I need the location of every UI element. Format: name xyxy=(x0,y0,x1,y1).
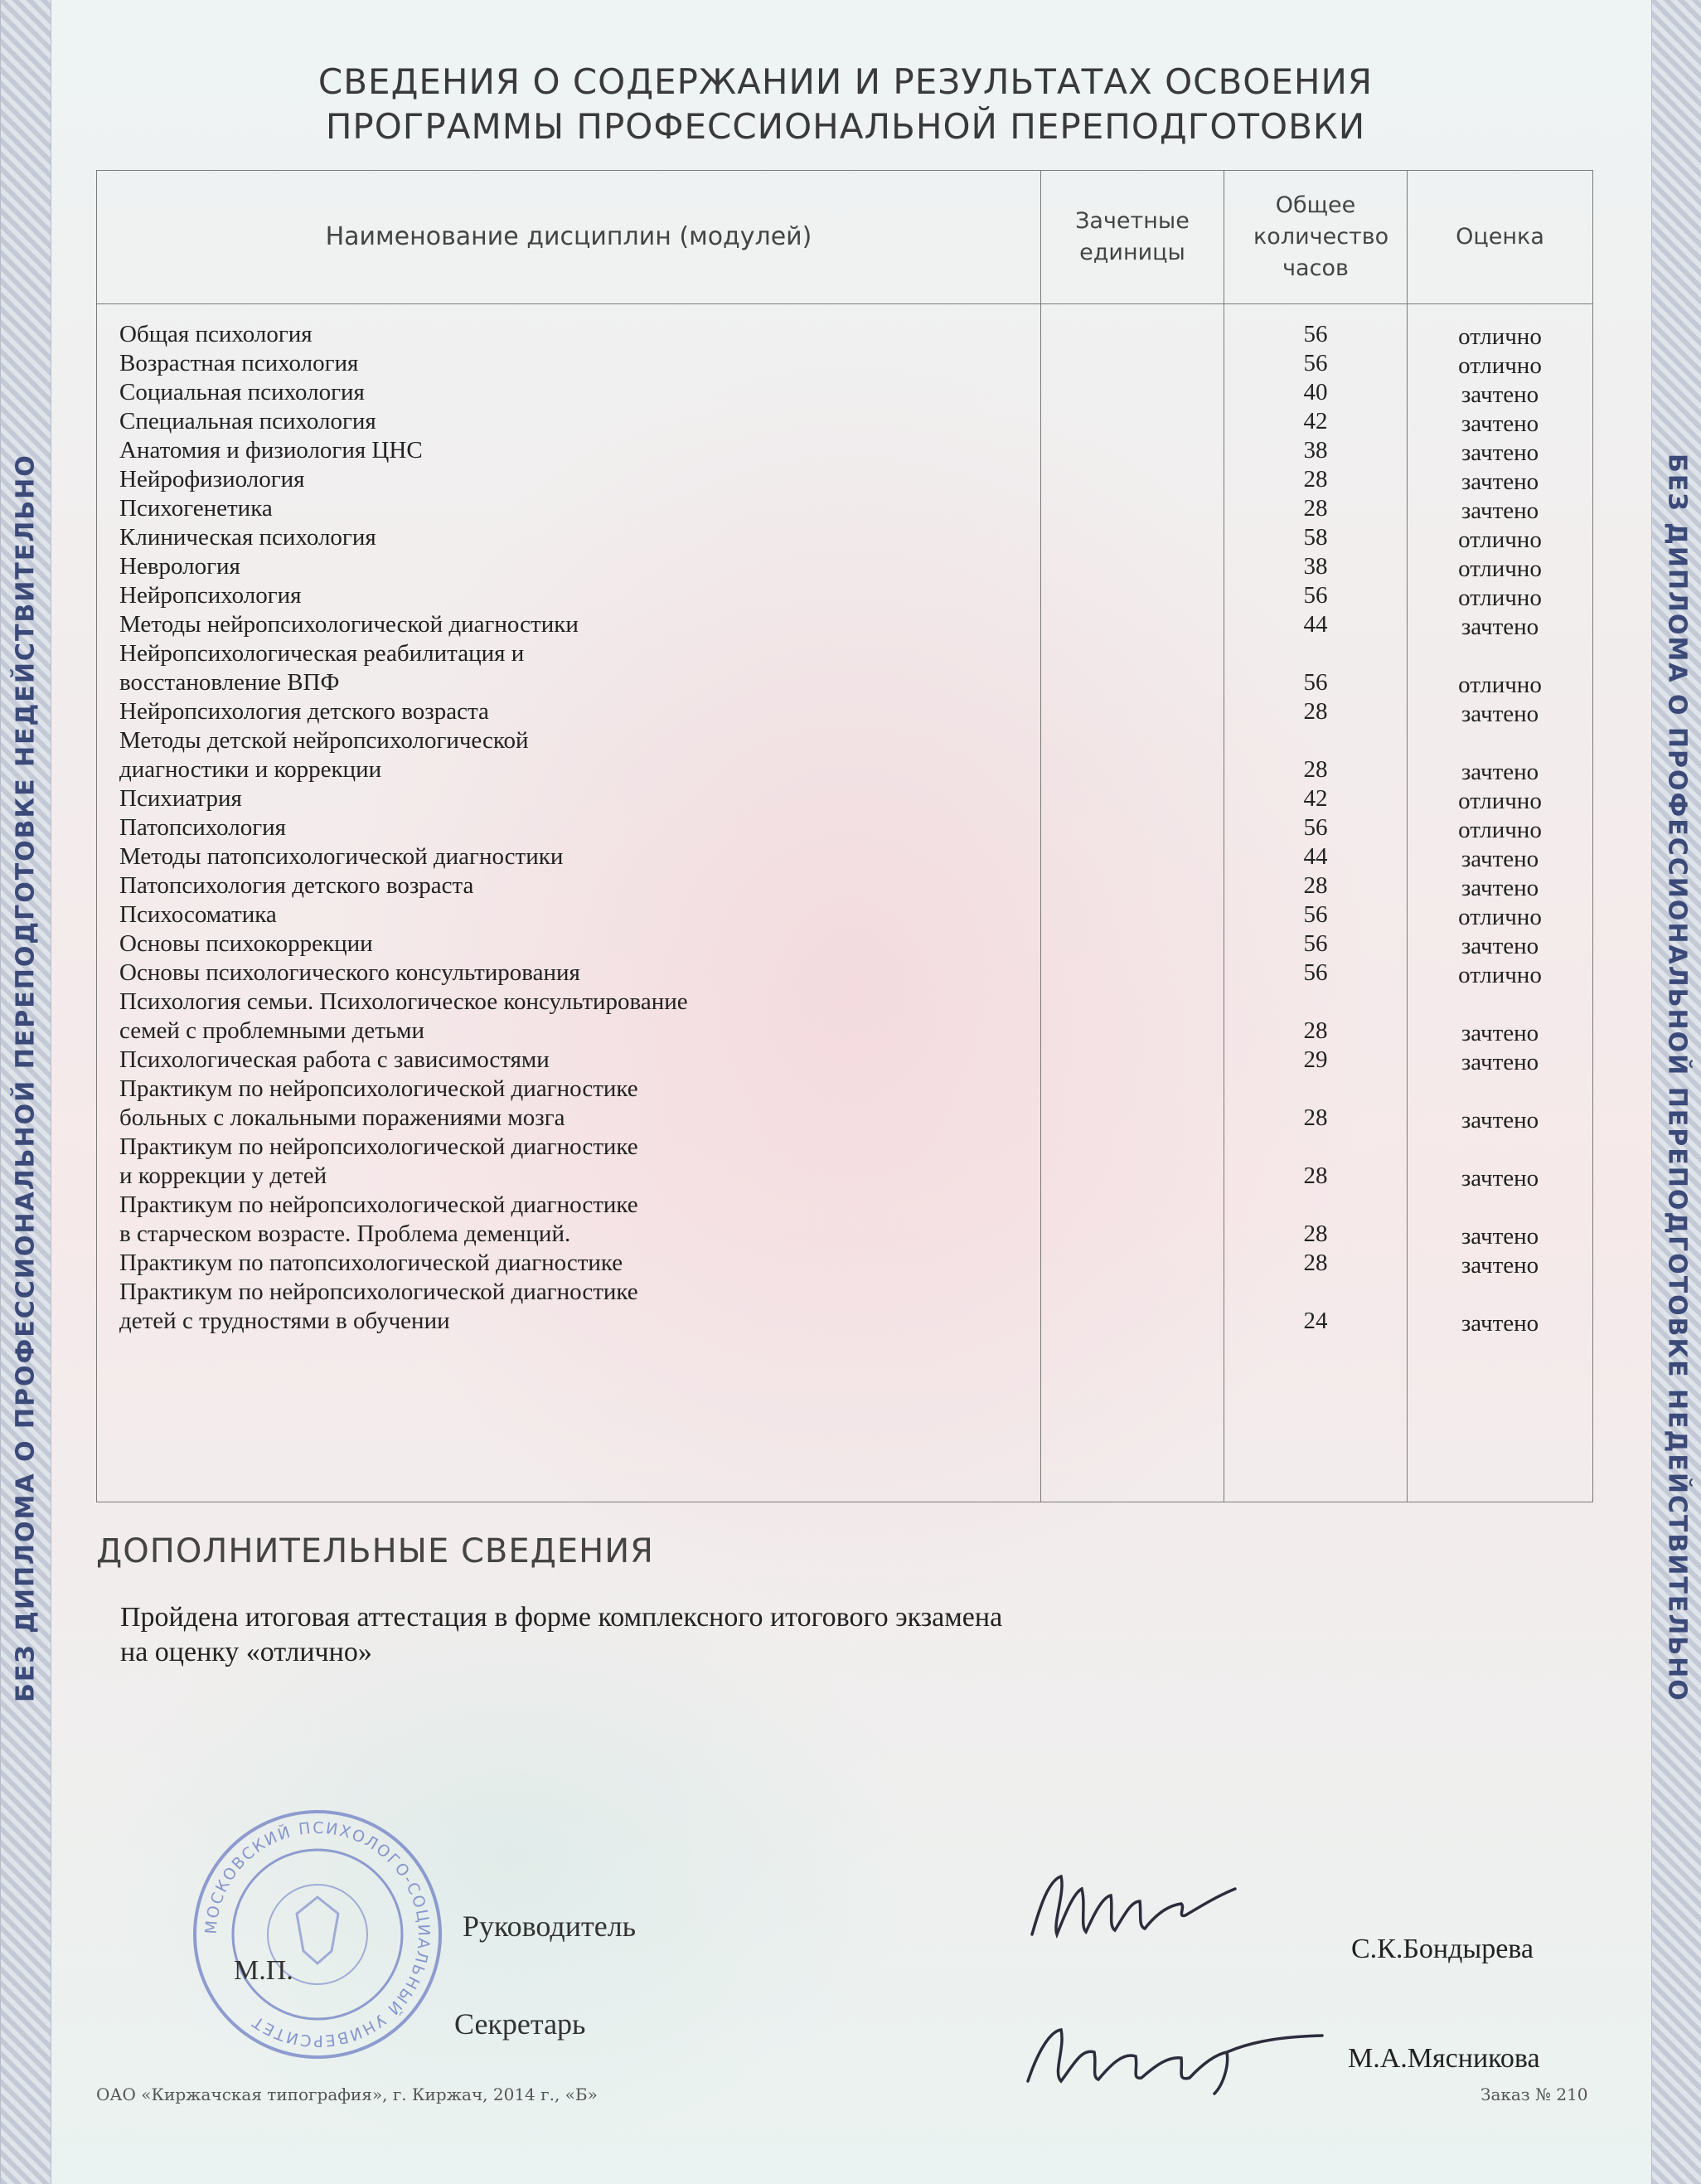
order-number: Заказ № 210 xyxy=(1480,2085,1588,2104)
hours-cell: 44 xyxy=(1303,611,1328,638)
discipline-name xyxy=(119,639,948,697)
discipline-name-line: Основы психокоррекции xyxy=(119,930,373,957)
table-row xyxy=(97,1249,1592,1278)
grade-cell: зачтено xyxy=(1461,1310,1539,1337)
hours-cell: 28 xyxy=(1303,495,1328,522)
stamp-label: М.П. xyxy=(234,1955,293,1986)
discipline-name xyxy=(119,1075,948,1133)
table-row xyxy=(97,929,1592,959)
grade-cell: зачтено xyxy=(1461,875,1539,901)
discipline-name xyxy=(119,1249,948,1278)
discipline-name-line: Нейрофизиология xyxy=(119,466,305,493)
hours-cell: 56 xyxy=(1303,814,1328,841)
discipline-name xyxy=(119,900,948,929)
grade-cell: зачтено xyxy=(1461,614,1539,640)
discipline-name-line: Специальная психология xyxy=(119,408,376,434)
hours-cell: 56 xyxy=(1303,321,1328,347)
discipline-name xyxy=(119,610,948,639)
grade-cell: отлично xyxy=(1458,962,1542,988)
discipline-name-line: восстановление ВПФ xyxy=(119,669,340,696)
additional-info-text xyxy=(120,1600,1364,1670)
grade-cell: отлично xyxy=(1458,527,1542,553)
table-row xyxy=(97,871,1592,900)
table-row xyxy=(97,320,1592,349)
discipline-name-line: Психологическая работа с зависимостями xyxy=(119,1046,550,1073)
security-band-left xyxy=(0,0,51,2184)
table-row xyxy=(97,1191,1592,1249)
organization-stamp xyxy=(189,1806,446,2063)
discipline-name xyxy=(119,871,948,900)
additional-info-line: на оценку «отлично» xyxy=(120,1637,372,1667)
table-row xyxy=(97,465,1592,494)
discipline-name-line: Общая психология xyxy=(119,321,313,347)
table-row xyxy=(97,494,1592,523)
table-row xyxy=(97,552,1592,581)
grade-cell: отлично xyxy=(1458,323,1542,350)
table-row xyxy=(97,1133,1592,1191)
discipline-name-line: Патопсихология детского возраста xyxy=(119,872,474,899)
grade-cell: зачтено xyxy=(1461,1049,1539,1075)
hours-cell: 28 xyxy=(1303,466,1328,493)
discipline-name xyxy=(119,842,948,871)
grade-cell: отлично xyxy=(1458,672,1542,698)
discipline-name-line: Патопсихология xyxy=(119,814,287,841)
security-band-right xyxy=(1651,0,1701,2184)
table-row xyxy=(97,813,1592,842)
disciplines-table xyxy=(96,170,1593,1502)
table-row xyxy=(97,523,1592,552)
discipline-name xyxy=(119,465,948,494)
hours-cell: 56 xyxy=(1303,582,1328,609)
table-row xyxy=(97,1075,1592,1133)
printer-info: ОАО «Киржачская типография», г. Киржач, 2014 г., «Б» xyxy=(96,2085,598,2104)
discipline-name xyxy=(119,988,948,1046)
grade-cell: зачтено xyxy=(1461,933,1539,959)
discipline-name-line: Практикум по нейропсихологической диагностике xyxy=(119,1075,638,1102)
additional-info-title: ДОПОЛНИТЕЛЬНЫЕ СВЕДЕНИЯ xyxy=(96,1532,654,1570)
hours-cell: 56 xyxy=(1303,669,1328,696)
discipline-name xyxy=(119,1133,948,1191)
discipline-name-line: Нейропсихологическая реабилитация и xyxy=(119,640,525,667)
grade-cell: зачтено xyxy=(1461,381,1539,408)
hours-cell: 56 xyxy=(1303,959,1328,986)
table-row xyxy=(97,842,1592,871)
grade-cell: зачтено xyxy=(1461,846,1539,872)
discipline-name xyxy=(119,552,948,581)
grade-cell: отлично xyxy=(1458,585,1542,611)
discipline-name-line: Психология семьи. Психологическое консультирование xyxy=(119,988,688,1015)
director-name: С.К.Бондырева xyxy=(1351,1934,1534,1964)
hours-cell: 28 xyxy=(1303,872,1328,899)
table-row xyxy=(97,784,1592,813)
table-body xyxy=(97,320,1592,1336)
discipline-name-line: Социальная психология xyxy=(119,379,365,405)
title-line: ПРОГРАММЫ ПРОФЕССИОНАЛЬНОЙ ПЕРЕПОДГОТОВКИ xyxy=(325,106,1366,147)
hours-cell: 28 xyxy=(1303,1104,1328,1131)
discipline-name xyxy=(119,1191,948,1249)
table-row xyxy=(97,378,1592,407)
discipline-name xyxy=(119,349,948,378)
discipline-name-line: Психосоматика xyxy=(119,901,277,928)
title-line: СВЕДЕНИЯ О СОДЕРЖАНИИ И РЕЗУЛЬТАТАХ ОСВОЕНИЯ xyxy=(317,61,1374,102)
discipline-name-line: больных с локальными поражениями мозга xyxy=(119,1104,565,1131)
table-row xyxy=(97,697,1592,726)
discipline-name xyxy=(119,581,948,610)
hours-cell: 28 xyxy=(1303,1221,1328,1247)
hours-cell: 28 xyxy=(1303,756,1328,783)
table-row xyxy=(97,726,1592,784)
discipline-name-line: Психиатрия xyxy=(119,785,242,812)
director-signature xyxy=(1015,1856,1248,1955)
discipline-name-line: Методы нейропсихологической диагностики xyxy=(119,611,579,638)
discipline-name xyxy=(119,929,948,959)
page-title xyxy=(133,60,1558,149)
grade-cell: зачтено xyxy=(1461,1107,1539,1133)
secretary-name: М.А.Мясникова xyxy=(1348,2043,1540,2074)
security-band-text: БЕЗ ДИПЛОМА О ПРОФЕССИОНАЛЬНОЙ ПЕРЕПОДГОТОВКЕ НЕДЕЙСТВИТЕЛЬНО xyxy=(11,454,41,1702)
discipline-name xyxy=(119,378,948,407)
hours-cell: 29 xyxy=(1303,1046,1328,1073)
discipline-name-line: Психогенетика xyxy=(119,495,273,522)
table-row xyxy=(97,959,1592,988)
table-row xyxy=(97,407,1592,436)
header-name: Наименование дисциплин (модулей) xyxy=(325,222,812,251)
grade-cell: зачтено xyxy=(1461,1252,1539,1279)
discipline-name-line: семей с проблемными детьми xyxy=(119,1017,424,1044)
grade-cell: отлично xyxy=(1458,788,1542,814)
grade-cell: зачтено xyxy=(1461,1020,1539,1046)
discipline-name-line: детей с трудностями в обучении xyxy=(119,1308,450,1334)
table-row xyxy=(97,900,1592,929)
discipline-name-line: Практикум по нейропсихологической диагностике xyxy=(119,1279,638,1305)
director-label: Руководитель xyxy=(463,1910,637,1943)
table-row xyxy=(97,639,1592,697)
secretary-signature xyxy=(1015,2007,1330,2098)
svg-text:МОСКОВСКИЙ ПСИХОЛОГО-СОЦИАЛЬНЫ xyxy=(202,1819,433,2050)
discipline-name-line: в старческом возрасте. Проблема деменций. xyxy=(119,1221,571,1247)
discipline-name xyxy=(119,494,948,523)
secretary-label: Секретарь xyxy=(454,2007,586,2041)
discipline-name xyxy=(119,813,948,842)
discipline-name xyxy=(119,959,948,988)
table-row xyxy=(97,349,1592,378)
grade-cell: отлично xyxy=(1458,817,1542,843)
hours-cell: 42 xyxy=(1303,785,1328,812)
grade-cell: отлично xyxy=(1458,352,1542,379)
header-units: Зачетные единицы xyxy=(1075,208,1190,265)
grade-cell: зачтено xyxy=(1461,468,1539,495)
discipline-name-line: Практикум по нейропсихологической диагностике xyxy=(119,1133,638,1160)
header-grade: Оценка xyxy=(1456,224,1544,250)
discipline-name-line: Неврология xyxy=(119,553,240,580)
table-row xyxy=(97,988,1592,1046)
discipline-name xyxy=(119,436,948,465)
discipline-name xyxy=(119,407,948,436)
hours-cell: 38 xyxy=(1303,437,1328,463)
discipline-name-line: Практикум по нейропсихологической диагностике xyxy=(119,1191,638,1218)
hours-cell: 56 xyxy=(1303,350,1328,376)
grade-cell: зачтено xyxy=(1461,701,1539,727)
discipline-name xyxy=(119,1278,948,1336)
hours-cell: 28 xyxy=(1303,698,1328,725)
hours-cell: 40 xyxy=(1303,379,1328,405)
discipline-name-line: и коррекции у детей xyxy=(119,1162,327,1189)
hours-cell: 28 xyxy=(1303,1017,1328,1044)
table-row xyxy=(97,436,1592,465)
discipline-name xyxy=(119,523,948,552)
hours-cell: 28 xyxy=(1303,1250,1328,1276)
hours-cell: 42 xyxy=(1303,408,1328,434)
header-divider xyxy=(97,303,1592,304)
discipline-name xyxy=(119,320,948,349)
table-row xyxy=(97,581,1592,610)
discipline-name-line: Практикум по патопсихологической диагностике xyxy=(119,1250,623,1276)
table-row xyxy=(97,610,1592,639)
grade-cell: зачтено xyxy=(1461,1165,1539,1191)
discipline-name-line: диагностики и коррекции xyxy=(119,756,382,783)
grade-cell: зачтено xyxy=(1461,439,1539,466)
discipline-name-line: Клиническая психология xyxy=(119,524,376,551)
hours-cell: 44 xyxy=(1303,843,1328,870)
hours-cell: 24 xyxy=(1303,1308,1328,1334)
hours-cell: 38 xyxy=(1303,553,1328,580)
table-row xyxy=(97,1278,1592,1336)
discipline-name xyxy=(119,697,948,726)
discipline-name xyxy=(119,1046,948,1075)
grade-cell: зачтено xyxy=(1461,410,1539,437)
table-row xyxy=(97,1046,1592,1075)
hours-cell: 56 xyxy=(1303,930,1328,957)
discipline-name-line: Анатомия и физиология ЦНС xyxy=(119,437,423,463)
hours-cell: 58 xyxy=(1303,524,1328,551)
hours-cell: 56 xyxy=(1303,901,1328,928)
discipline-name-line: Методы детской нейропсихологической xyxy=(119,727,529,754)
hours-cell: 28 xyxy=(1303,1162,1328,1189)
security-band-text: БЕЗ ДИПЛОМА О ПРОФЕССИОНАЛЬНОЙ ПЕРЕПОДГОТОВКЕ НЕДЕЙСТВИТЕЛЬНО xyxy=(1662,454,1692,1702)
discipline-name-line: Нейропсихология xyxy=(119,582,302,609)
discipline-name-line: Основы психологического консультирования xyxy=(119,959,580,986)
grade-cell: зачтено xyxy=(1461,1223,1539,1250)
additional-info-line: Пройдена итоговая аттестация в форме комплексного итогового экзамена xyxy=(120,1602,1003,1633)
grade-cell: зачтено xyxy=(1461,759,1539,785)
grade-cell: отлично xyxy=(1458,556,1542,582)
grade-cell: зачтено xyxy=(1461,497,1539,524)
header-hours: Общее количество часов xyxy=(1253,192,1389,281)
discipline-name xyxy=(119,726,948,784)
discipline-name-line: Нейропсихология детского возраста xyxy=(119,698,489,725)
grade-cell: отлично xyxy=(1458,904,1542,930)
discipline-name-line: Методы патопсихологической диагностики xyxy=(119,843,564,870)
discipline-name xyxy=(119,784,948,813)
discipline-name-line: Возрастная психология xyxy=(119,350,359,376)
stamp-text: МОСКОВСКИЙ ПСИХОЛОГО-СОЦИАЛЬНЫЙ УНИВЕРСИТЕТ xyxy=(201,1818,434,2051)
